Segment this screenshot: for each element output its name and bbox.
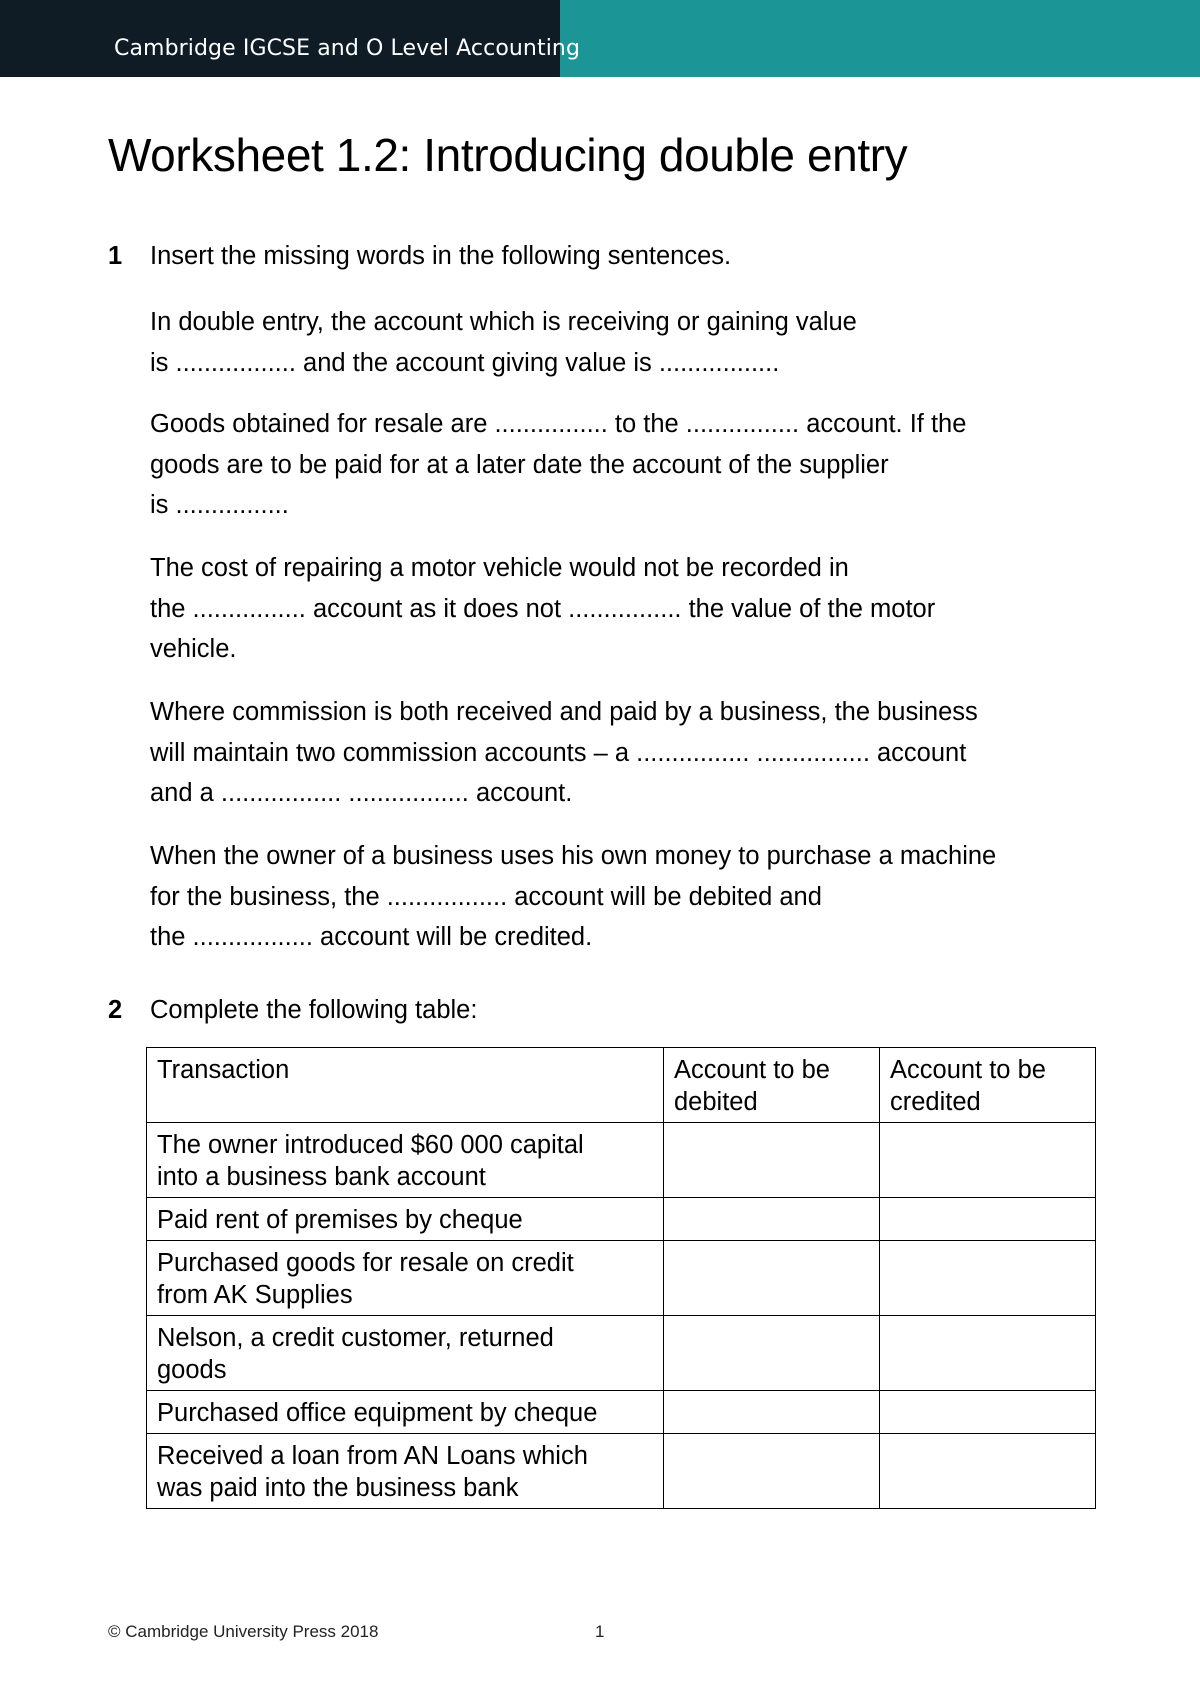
- paragraph-line: is ................. and the account giving value is .................: [150, 348, 780, 377]
- debit-answer-cell[interactable]: [664, 1198, 880, 1241]
- header-account-credited: [880, 1048, 1096, 1123]
- table-row: [147, 1316, 1096, 1391]
- question-2-number: 2: [108, 996, 123, 1024]
- paragraph-line: vehicle.: [150, 635, 237, 663]
- q1-paragraph-3: [150, 548, 935, 670]
- paragraph-line: the ................ account as it does not ................ the value of the motor: [150, 594, 936, 623]
- transaction-cell: [147, 1434, 664, 1509]
- transaction-cell: [147, 1241, 664, 1316]
- q1-paragraph-5: [150, 836, 996, 958]
- paragraph-line: goods are to be paid for at a later date the account of the supplier: [150, 450, 889, 479]
- paragraph-line: will maintain two commission accounts – a ................ ................ account: [150, 738, 967, 767]
- credit-answer-cell[interactable]: [880, 1434, 1096, 1509]
- paragraph-line: Where commission is both received and paid by a business, the business: [150, 698, 978, 726]
- header-credited-line-1: Account to be: [890, 1056, 1046, 1084]
- paragraph-line: and a ................. ................. account.: [150, 779, 573, 807]
- q1-paragraph-2: [150, 404, 966, 526]
- paragraph-line: Goods obtained for resale are ................ to the ................ account. If the: [150, 410, 967, 438]
- header-banner-teal: [560, 0, 1200, 77]
- worksheet-title: Worksheet 1.2: Introducing double entry: [108, 129, 908, 181]
- q1-paragraph-4: [150, 692, 978, 814]
- debit-answer-cell[interactable]: [664, 1316, 880, 1391]
- page-number: 1: [595, 1622, 605, 1641]
- header-credited-line-2: credited: [890, 1088, 981, 1116]
- transaction-line: Purchased office equipment by cheque: [157, 1399, 598, 1427]
- q1-paragraph-1: [150, 302, 857, 383]
- transaction-line: Received a loan from AN Loans which: [157, 1442, 588, 1470]
- book-title: Cambridge IGCSE and O Level Accounting: [114, 36, 581, 61]
- header-debited-line-2: debited: [674, 1088, 758, 1116]
- paragraph-line: is ................: [150, 491, 289, 519]
- transaction-line: from AK Supplies: [157, 1281, 353, 1309]
- transaction-line: was paid into the business bank: [157, 1474, 519, 1502]
- table-header-row: [147, 1048, 1096, 1123]
- paragraph-line: When the owner of a business uses his own money to purchase a machine: [150, 842, 997, 870]
- table-row: [147, 1241, 1096, 1316]
- question-2-instruction: Complete the following table:: [150, 996, 478, 1024]
- header-transaction-label: Transaction: [157, 1056, 290, 1084]
- header-transaction: [147, 1048, 664, 1123]
- table-row: [147, 1123, 1096, 1198]
- debit-answer-cell[interactable]: [664, 1434, 880, 1509]
- transaction-line: Paid rent of premises by cheque: [157, 1206, 523, 1234]
- transaction-cell: [147, 1316, 664, 1391]
- transaction-line: goods: [157, 1356, 227, 1384]
- debit-answer-cell[interactable]: [664, 1391, 880, 1434]
- credit-answer-cell[interactable]: [880, 1316, 1096, 1391]
- transaction-cell: [147, 1123, 664, 1198]
- transaction-line: Nelson, a credit customer, returned: [157, 1324, 554, 1352]
- header-debited-line-1: Account to be: [674, 1056, 830, 1084]
- debit-answer-cell[interactable]: [664, 1123, 880, 1198]
- table-row: [147, 1391, 1096, 1434]
- table-row: [147, 1198, 1096, 1241]
- copyright-notice: © Cambridge University Press 2018: [108, 1622, 379, 1641]
- credit-answer-cell[interactable]: [880, 1241, 1096, 1316]
- header-account-debited: [664, 1048, 880, 1123]
- paragraph-line: for the business, the ................. account will be debited and: [150, 882, 822, 911]
- transaction-line: into a business bank account: [157, 1163, 486, 1191]
- transaction-line: The owner introduced $60 000 capital: [157, 1131, 584, 1159]
- transaction-cell: [147, 1198, 664, 1241]
- credit-answer-cell[interactable]: [880, 1391, 1096, 1434]
- paragraph-line: the ................. account will be credited.: [150, 923, 593, 951]
- header-banner: [0, 0, 1200, 77]
- question-1-number: 1: [108, 242, 123, 270]
- credit-answer-cell[interactable]: [880, 1198, 1096, 1241]
- transaction-line: Purchased goods for resale on credit: [157, 1249, 574, 1277]
- table-row: [147, 1434, 1096, 1509]
- transaction-cell: [147, 1391, 664, 1434]
- debit-answer-cell[interactable]: [664, 1241, 880, 1316]
- paragraph-line: In double entry, the account which is receiving or gaining value: [150, 308, 857, 336]
- transactions-table: [146, 1047, 1096, 1509]
- paragraph-line: The cost of repairing a motor vehicle would not be recorded in: [150, 554, 849, 582]
- credit-answer-cell[interactable]: [880, 1123, 1096, 1198]
- question-1-instruction: Insert the missing words in the following sentences.: [150, 242, 732, 270]
